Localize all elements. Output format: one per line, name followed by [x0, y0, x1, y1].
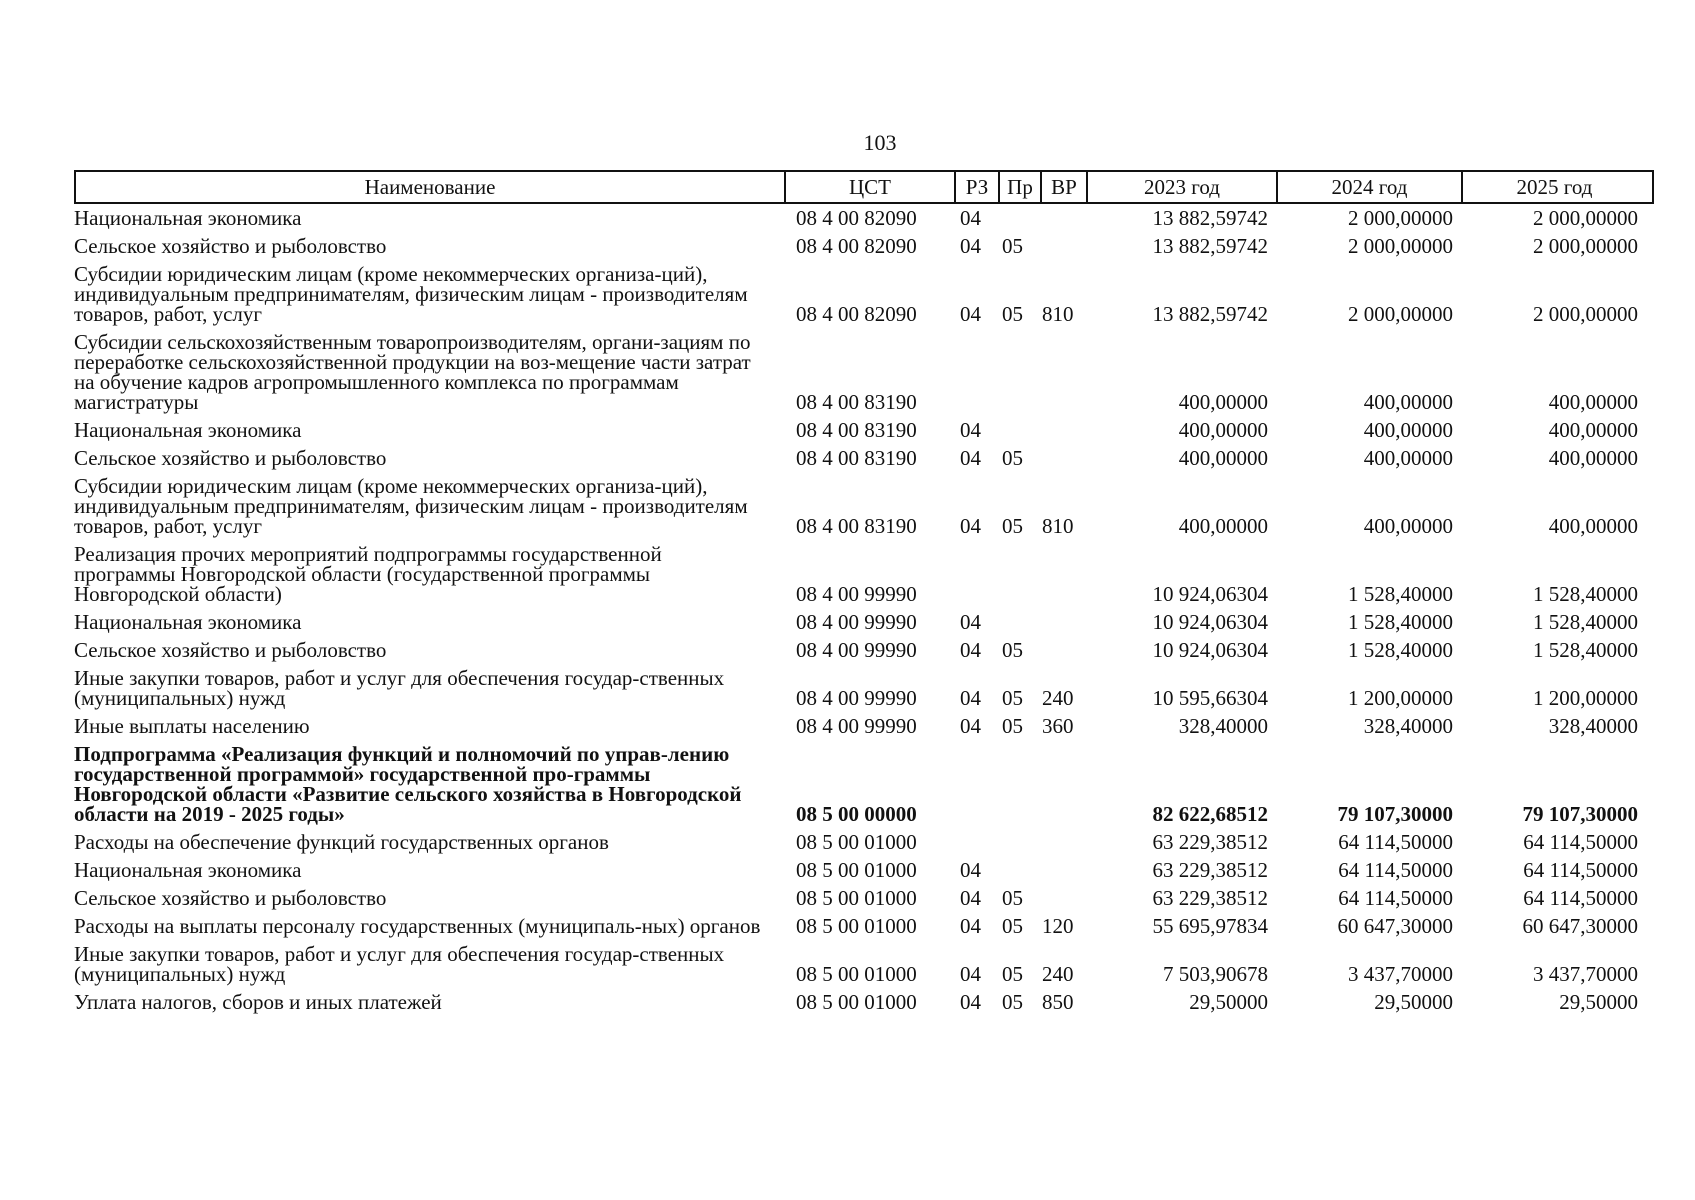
table-body — [74, 204, 1654, 1016]
header-pr: Пр — [998, 172, 1040, 202]
cell-2023: 29,50000 — [1189, 990, 1268, 1014]
cell-2023: 10 924,06304 — [1152, 610, 1268, 634]
cell-2023: 10 924,06304 — [1152, 582, 1268, 606]
cell-vr: 360 — [1042, 714, 1074, 738]
cell-name: Подпрограмма «Реализация функций и полномочий по управ-лению государственной программой» государственной про-граммы Новгородской области «Развитие сельского хозяйства в Новгородской области на 2019 - 2025 годы» — [74, 742, 742, 826]
cell-cst: 08 4 00 83190 — [796, 390, 917, 414]
table-row — [74, 204, 1654, 232]
cell-name: Национальная экономика — [74, 858, 302, 882]
cell-cst: 08 5 00 01000 — [796, 962, 917, 986]
cell-2025: 64 114,50000 — [1523, 830, 1638, 854]
header-name: Наименование — [364, 175, 496, 199]
cell-2023: 82 622,68512 — [1152, 802, 1268, 826]
cell-2025: 2 000,00000 — [1533, 206, 1638, 230]
cell-2023: 63 229,38512 — [1152, 886, 1268, 910]
table-row — [74, 740, 1654, 828]
cell-name: Сельское хозяйство и рыболовство — [74, 638, 387, 662]
cell-vr: 810 — [1042, 514, 1074, 538]
cell-name: Уплата налогов, сборов и иных платежей — [74, 990, 442, 1014]
cell-rz: 04 — [960, 610, 981, 634]
table-row — [74, 636, 1654, 664]
cell-2023: 400,00000 — [1178, 390, 1268, 414]
cell-2025: 2 000,00000 — [1533, 234, 1638, 258]
cell-cst: 08 4 00 82090 — [796, 234, 917, 258]
cell-2023: 400,00000 — [1178, 446, 1268, 470]
page-number: 103 — [863, 130, 897, 155]
cell-name: Субсидии юридическим лицам (кроме некоммерческих организа-ций), индивидуальным предпринимателям, физическим лицам - производителям товаров, работ, услуг — [74, 474, 748, 538]
cell-pr: 05 — [1002, 962, 1023, 986]
cell-cst: 08 5 00 01000 — [796, 914, 917, 938]
cell-name: Субсидии юридическим лицам (кроме некоммерческих организа-ций), индивидуальным предпринимателям, физическим лицам - производителям товаров, работ, услуг — [74, 262, 748, 326]
cell-2025: 328,40000 — [1548, 714, 1638, 738]
cell-vr: 240 — [1042, 686, 1074, 710]
cell-pr: 05 — [1002, 638, 1023, 662]
table-row — [74, 608, 1654, 636]
cell-cst: 08 4 00 99990 — [796, 610, 917, 634]
table-row — [74, 884, 1654, 912]
cell-2024: 328,40000 — [1363, 714, 1453, 738]
cell-rz: 04 — [960, 886, 981, 910]
cell-2023: 400,00000 — [1178, 418, 1268, 442]
cell-2024: 1 528,40000 — [1348, 610, 1453, 634]
cell-2024: 64 114,50000 — [1338, 830, 1453, 854]
header-2025: 2025 год — [1461, 172, 1646, 202]
cell-rz: 04 — [960, 714, 981, 738]
cell-rz: 04 — [960, 206, 981, 230]
cell-name: Национальная экономика — [74, 206, 302, 230]
cell-2024: 1 200,00000 — [1348, 686, 1453, 710]
cell-rz: 04 — [960, 686, 981, 710]
cell-2025: 64 114,50000 — [1523, 886, 1638, 910]
cell-cst: 08 5 00 01000 — [796, 886, 917, 910]
cell-name: Сельское хозяйство и рыболовство — [74, 886, 387, 910]
cell-2025: 400,00000 — [1548, 446, 1638, 470]
cell-pr: 05 — [1002, 886, 1023, 910]
cell-cst: 08 4 00 99990 — [796, 686, 917, 710]
cell-cst: 08 4 00 99990 — [796, 582, 917, 606]
cell-2024: 64 114,50000 — [1338, 886, 1453, 910]
cell-pr: 05 — [1002, 446, 1023, 470]
cell-2024: 2 000,00000 — [1348, 234, 1453, 258]
cell-2023: 63 229,38512 — [1152, 830, 1268, 854]
cell-2024: 1 528,40000 — [1348, 582, 1453, 606]
header-2024: 2024 год — [1276, 172, 1461, 202]
cell-rz: 04 — [960, 638, 981, 662]
cell-rz: 04 — [960, 302, 981, 326]
cell-cst: 08 5 00 01000 — [796, 830, 917, 854]
cell-pr: 05 — [1002, 234, 1023, 258]
cell-name: Расходы на выплаты персоналу государственных (муниципаль-ных) органов — [74, 914, 761, 938]
table-row — [74, 712, 1654, 740]
cell-name: Сельское хозяйство и рыболовство — [74, 234, 387, 258]
cell-rz: 04 — [960, 418, 981, 442]
cell-rz: 04 — [960, 446, 981, 470]
cell-2025: 400,00000 — [1548, 418, 1638, 442]
cell-2024: 400,00000 — [1363, 390, 1453, 414]
cell-rz: 04 — [960, 990, 981, 1014]
cell-name: Иные выплаты населению — [74, 714, 310, 738]
cell-pr: 05 — [1002, 714, 1023, 738]
cell-cst: 08 5 00 00000 — [796, 802, 917, 826]
cell-pr: 05 — [1002, 686, 1023, 710]
cell-2024: 60 647,30000 — [1337, 914, 1453, 938]
cell-cst: 08 4 00 83190 — [796, 514, 917, 538]
cell-2023: 7 503,90678 — [1163, 962, 1268, 986]
cell-2025: 400,00000 — [1548, 390, 1638, 414]
table-row — [74, 828, 1654, 856]
cell-rz: 04 — [960, 962, 981, 986]
cell-cst: 08 4 00 99990 — [796, 714, 917, 738]
cell-2025: 1 528,40000 — [1533, 638, 1638, 662]
cell-2025: 64 114,50000 — [1523, 858, 1638, 882]
cell-2025: 1 528,40000 — [1533, 610, 1638, 634]
cell-2023: 10 595,66304 — [1152, 686, 1268, 710]
cell-rz: 04 — [960, 234, 981, 258]
table-row — [74, 416, 1654, 444]
table-row — [74, 988, 1654, 1016]
cell-2025: 1 200,00000 — [1533, 686, 1638, 710]
cell-2025: 1 528,40000 — [1533, 582, 1638, 606]
cell-2024: 2 000,00000 — [1348, 206, 1453, 230]
cell-name: Иные закупки товаров, работ и услуг для обеспечения государ-ственных (муниципальных) нужд — [74, 666, 725, 710]
cell-name: Национальная экономика — [74, 418, 302, 442]
table-row — [74, 444, 1654, 472]
cell-name: Субсидии сельскохозяйственным товаропроизводителям, органи-зациям по переработке сельскохозяйственной продукции на воз-мещение части затрат на обучение кадров агропромышленного комплекса по программам магистратуры — [74, 330, 751, 414]
table-row — [74, 856, 1654, 884]
cell-vr: 120 — [1042, 914, 1074, 938]
cell-2024: 400,00000 — [1363, 446, 1453, 470]
header-rz: РЗ — [954, 172, 998, 202]
cell-2023: 400,00000 — [1178, 514, 1268, 538]
cell-2023: 13 882,59742 — [1152, 234, 1268, 258]
cell-2025: 2 000,00000 — [1533, 302, 1638, 326]
cell-pr: 05 — [1002, 990, 1023, 1014]
cell-name: Иные закупки товаров, работ и услуг для обеспечения государ-ственных (муниципальных) нужд — [74, 942, 725, 986]
budget-table — [74, 170, 1654, 1016]
cell-2024: 79 107,30000 — [1337, 802, 1453, 826]
cell-2025: 400,00000 — [1548, 514, 1638, 538]
table-row — [74, 912, 1654, 940]
cell-name: Сельское хозяйство и рыболовство — [74, 446, 387, 470]
cell-vr: 240 — [1042, 962, 1074, 986]
cell-2024: 29,50000 — [1374, 990, 1453, 1014]
cell-vr: 850 — [1042, 990, 1074, 1014]
cell-vr: 810 — [1042, 302, 1074, 326]
cell-2023: 63 229,38512 — [1152, 858, 1268, 882]
cell-2024: 1 528,40000 — [1348, 638, 1453, 662]
cell-2025: 3 437,70000 — [1533, 962, 1638, 986]
cell-2024: 3 437,70000 — [1348, 962, 1453, 986]
table-row — [74, 328, 1654, 416]
cell-2023: 13 882,59742 — [1152, 206, 1268, 230]
header-cst: ЦСТ — [784, 172, 954, 202]
cell-2025: 79 107,30000 — [1522, 802, 1638, 826]
cell-cst: 08 5 00 01000 — [796, 858, 917, 882]
table-row — [74, 664, 1654, 712]
table-row — [74, 940, 1654, 988]
header-2023: 2023 год — [1086, 172, 1276, 202]
cell-rz: 04 — [960, 514, 981, 538]
cell-cst: 08 4 00 83190 — [796, 418, 917, 442]
cell-2024: 400,00000 — [1363, 514, 1453, 538]
cell-2024: 400,00000 — [1363, 418, 1453, 442]
cell-rz: 04 — [960, 914, 981, 938]
cell-2025: 29,50000 — [1559, 990, 1638, 1014]
cell-2024: 2 000,00000 — [1348, 302, 1453, 326]
cell-cst: 08 4 00 99990 — [796, 638, 917, 662]
cell-2024: 64 114,50000 — [1338, 858, 1453, 882]
cell-2025: 60 647,30000 — [1522, 914, 1638, 938]
cell-pr: 05 — [1002, 914, 1023, 938]
table-header — [74, 170, 1654, 204]
cell-pr: 05 — [1002, 514, 1023, 538]
cell-cst: 08 4 00 82090 — [796, 302, 917, 326]
cell-2023: 10 924,06304 — [1152, 638, 1268, 662]
cell-pr: 05 — [1002, 302, 1023, 326]
cell-name: Национальная экономика — [74, 610, 302, 634]
cell-name: Реализация прочих мероприятий подпрограммы государственной программы Новгородской области (государственной программы Новгородской области) — [74, 542, 662, 606]
cell-cst: 08 4 00 82090 — [796, 206, 917, 230]
table-row — [74, 540, 1654, 608]
cell-2023: 13 882,59742 — [1152, 302, 1268, 326]
header-vr: ВР — [1040, 172, 1086, 202]
cell-2023: 55 695,97834 — [1152, 914, 1268, 938]
table-row — [74, 260, 1654, 328]
cell-cst: 08 4 00 83190 — [796, 446, 917, 470]
cell-rz: 04 — [960, 858, 981, 882]
cell-cst: 08 5 00 01000 — [796, 990, 917, 1014]
table-row — [74, 232, 1654, 260]
table-row — [74, 472, 1654, 540]
cell-name: Расходы на обеспечение функций государственных органов — [74, 830, 609, 854]
cell-2023: 328,40000 — [1178, 714, 1268, 738]
